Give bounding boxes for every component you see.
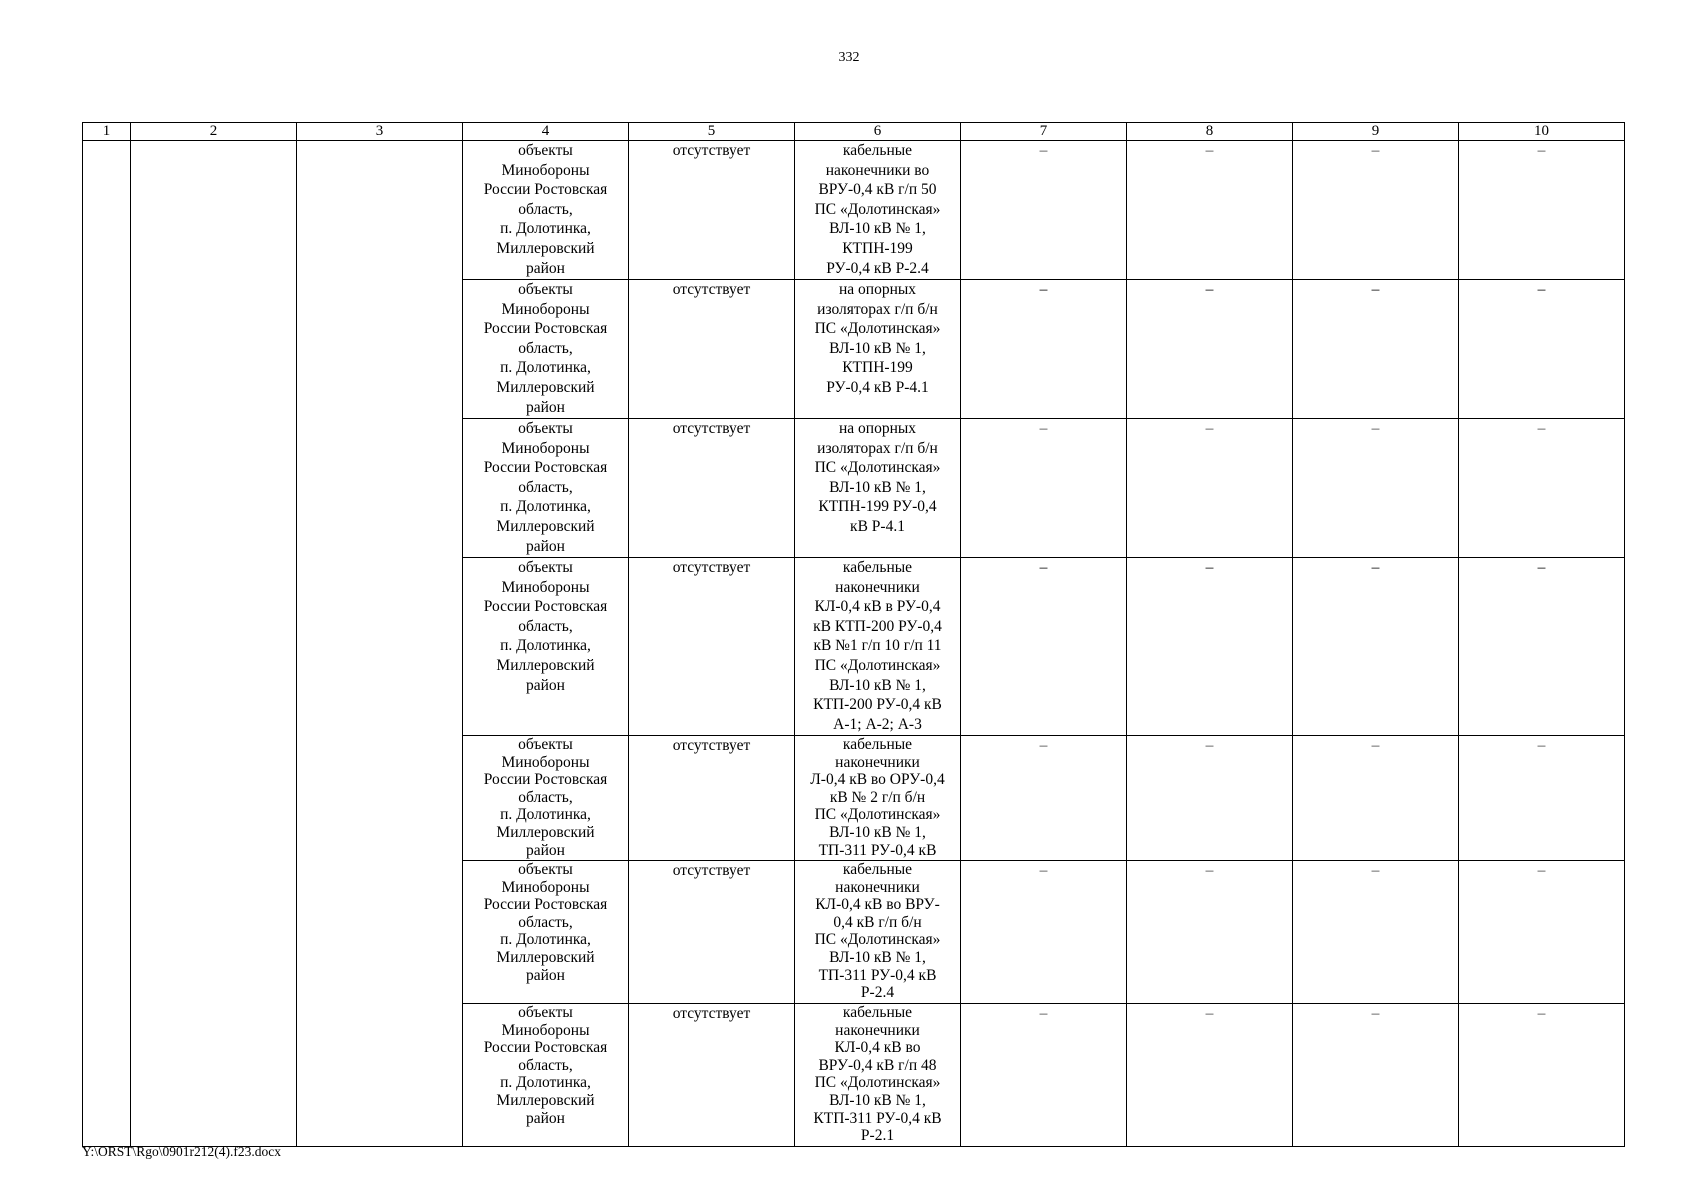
status-cell: отсутствует xyxy=(629,419,795,558)
value-cell: – xyxy=(1127,280,1293,419)
value-cell: – xyxy=(1127,1004,1293,1147)
location-cell: кабельные наконечники КЛ-0,4 кВ во ВРУ-0,4 кВ г/п 48 ПС «Долотинская» ВЛ-10 кВ № 1, КТП-311 РУ-0,4 кВ Р-2.1 xyxy=(795,1004,961,1147)
value-cell: – xyxy=(1459,736,1625,861)
location-cell: кабельные наконечники КЛ-0,4 кВ в РУ-0,4 кВ КТП-200 РУ-0,4 кВ №1 г/п 10 г/п 11 ПС «Долотинская» ВЛ-10 кВ № 1, КТП-200 РУ-0,4 кВ А-1; А-2; А-3 xyxy=(795,558,961,736)
object-cell: объекты Минобороны России Ростовская область, п. Долотинка, Миллеровский район xyxy=(463,419,629,558)
value-cell: – xyxy=(1127,736,1293,861)
column-header: 1 xyxy=(83,123,131,141)
status-cell: отсутствует xyxy=(629,1004,795,1147)
value-cell: – xyxy=(1293,280,1459,419)
value-cell: – xyxy=(1459,558,1625,736)
value-cell: – xyxy=(1127,558,1293,736)
value-cell: – xyxy=(1293,1004,1459,1147)
value-cell: – xyxy=(961,1004,1127,1147)
status-cell: отсутствует xyxy=(629,280,795,419)
object-cell: объекты Минобороны России Ростовская область, п. Долотинка, Миллеровский район xyxy=(463,280,629,419)
column-header: 7 xyxy=(961,123,1127,141)
document-table xyxy=(82,122,1625,1147)
value-cell: – xyxy=(1293,736,1459,861)
cell-col2-empty xyxy=(131,141,297,1147)
column-header: 5 xyxy=(629,123,795,141)
value-cell: – xyxy=(1127,141,1293,280)
column-header: 10 xyxy=(1459,123,1625,141)
status-cell: отсутствует xyxy=(629,558,795,736)
value-cell: – xyxy=(961,141,1127,280)
status-cell: отсутствует xyxy=(629,141,795,280)
value-cell: – xyxy=(961,419,1127,558)
value-cell: – xyxy=(1293,419,1459,558)
object-cell: объекты Минобороны России Ростовская область, п. Долотинка, Миллеровский район xyxy=(463,861,629,1004)
value-cell: – xyxy=(1459,419,1625,558)
column-header: 3 xyxy=(297,123,463,141)
location-cell: на опорных изоляторах г/п б/н ПС «Долотинская» ВЛ-10 кВ № 1, КТПН-199 РУ-0,4 кВ Р-4.1 xyxy=(795,419,961,558)
column-header: 9 xyxy=(1293,123,1459,141)
value-cell: – xyxy=(961,736,1127,861)
location-cell: кабельные наконечники КЛ-0,4 кВ во ВРУ- 0,4 кВ г/п б/н ПС «Долотинская» ВЛ-10 кВ № 1, ТП-311 РУ-0,4 кВ Р-2.4 xyxy=(795,861,961,1004)
location-cell: на опорных изоляторах г/п б/н ПС «Долотинская» ВЛ-10 кВ № 1, КТПН-199 РУ-0,4 кВ Р-4.1 xyxy=(795,280,961,419)
value-cell: – xyxy=(1293,141,1459,280)
location-cell: кабельные наконечники Л-0,4 кВ во ОРУ-0,4 кВ № 2 г/п б/н ПС «Долотинская» ВЛ-10 кВ № 1, ТП-311 РУ-0,4 кВ xyxy=(795,736,961,861)
object-cell: объекты Минобороны России Ростовская область, п. Долотинка, Миллеровский район xyxy=(463,141,629,280)
footer-file-path: Y:\ORST\Rgo\0901r212(4).f23.docx xyxy=(82,1144,281,1159)
status-cell: отсутствует xyxy=(629,861,795,1004)
object-cell: объекты Минобороны России Ростовская область, п. Долотинка, Миллеровский район xyxy=(463,1004,629,1147)
cell-col1-empty xyxy=(83,141,131,1147)
object-cell: объекты Минобороны России Ростовская область, п. Долотинка, Миллеровский район xyxy=(463,558,629,736)
location-cell: кабельные наконечники во ВРУ-0,4 кВ г/п 50 ПС «Долотинская» ВЛ-10 кВ № 1, КТПН-199 РУ-0,4 кВ Р-2.4 xyxy=(795,141,961,280)
column-number-row xyxy=(83,123,1625,141)
value-cell: – xyxy=(1459,861,1625,1004)
value-cell: – xyxy=(1459,141,1625,280)
page-number: 332 xyxy=(838,50,860,65)
value-cell: – xyxy=(1127,861,1293,1004)
value-cell: – xyxy=(1293,861,1459,1004)
value-cell: – xyxy=(1459,280,1625,419)
value-cell: – xyxy=(1293,558,1459,736)
value-cell: – xyxy=(961,280,1127,419)
cell-col3-empty xyxy=(297,141,463,1147)
column-header: 2 xyxy=(131,123,297,141)
column-header: 6 xyxy=(795,123,961,141)
value-cell: – xyxy=(961,861,1127,1004)
column-header: 8 xyxy=(1127,123,1293,141)
value-cell: – xyxy=(1127,419,1293,558)
table-row xyxy=(83,141,1625,280)
value-cell: – xyxy=(961,558,1127,736)
object-cell: объекты Минобороны России Ростовская область, п. Долотинка, Миллеровский район xyxy=(463,736,629,861)
column-header: 4 xyxy=(463,123,629,141)
status-cell: отсутствует xyxy=(629,736,795,861)
value-cell: – xyxy=(1459,1004,1625,1147)
